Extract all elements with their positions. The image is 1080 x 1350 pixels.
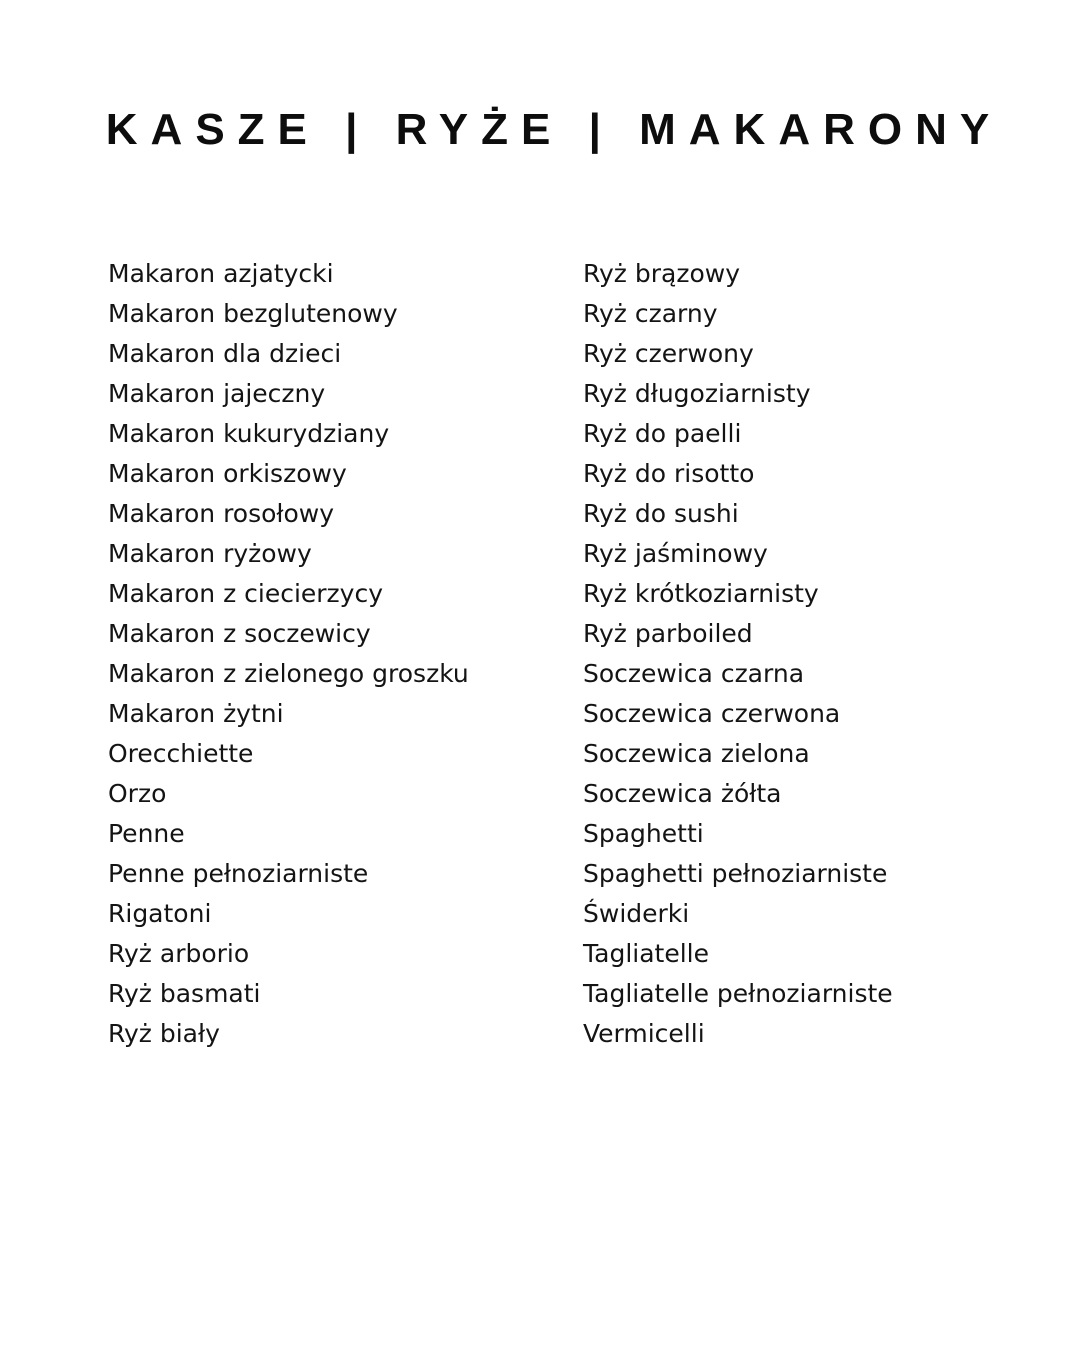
list-item: Soczewica żółta [583, 779, 782, 808]
list-item: Ryż basmati [108, 979, 261, 1008]
list-item: Makaron rosołowy [108, 499, 335, 528]
list-item: Makaron orkiszowy [108, 459, 347, 488]
list-item: Ryż do paelli [583, 419, 742, 448]
list-item: Makaron kukurydziany [108, 419, 390, 448]
page-title: KASZE | RYŻE | MAKARONY [105, 105, 1003, 154]
list-item: Rigatoni [108, 899, 212, 928]
list-item: Ryż czarny [583, 299, 718, 328]
list-item: Ryż do sushi [583, 499, 739, 528]
list-item: Tagliatelle [583, 939, 709, 968]
list-item: Spaghetti [583, 819, 704, 848]
list-item: Makaron bezglutenowy [108, 299, 398, 328]
list-item: Ryż biały [108, 1019, 220, 1048]
list-item: Orecchiette [108, 739, 254, 768]
list-item: Soczewica czarna [583, 659, 805, 688]
list-item: Makaron z ciecierzycy [108, 579, 384, 608]
list-item: Vermicelli [583, 1019, 705, 1048]
list-item: Penne pełnoziarniste [108, 859, 369, 888]
list-item: Orzo [108, 779, 167, 808]
list-item: Soczewica czerwona [583, 699, 841, 728]
list-item: Ryż jaśminowy [583, 539, 768, 568]
list-item: Makaron azjatycki [108, 259, 334, 288]
list-item: Ryż brązowy [583, 259, 740, 288]
list-item: Ryż krótkoziarnisty [583, 579, 819, 608]
list-item: Makaron żytni [108, 699, 284, 728]
list-item: Makaron jajeczny [108, 379, 326, 408]
list-item: Penne [108, 819, 185, 848]
list-item: Makaron ryżowy [108, 539, 312, 568]
list-item: Ryż parboiled [583, 619, 753, 648]
list-item: Ryż arborio [108, 939, 250, 968]
list-item: Makaron z zielonego groszku [108, 659, 469, 688]
list-item: Ryż czerwony [583, 339, 754, 368]
list-item: Spaghetti pełnoziarniste [583, 859, 888, 888]
list-item: Tagliatelle pełnoziarniste [583, 979, 893, 1008]
list-item: Ryż do risotto [583, 459, 755, 488]
list-item: Ryż długoziarnisty [583, 379, 811, 408]
list-item: Makaron dla dzieci [108, 339, 342, 368]
product-list-right [583, 254, 893, 1054]
product-list-left [108, 254, 469, 1054]
list-item: Soczewica zielona [583, 739, 810, 768]
list-item: Świderki [583, 899, 690, 928]
list-item: Makaron z soczewicy [108, 619, 371, 648]
